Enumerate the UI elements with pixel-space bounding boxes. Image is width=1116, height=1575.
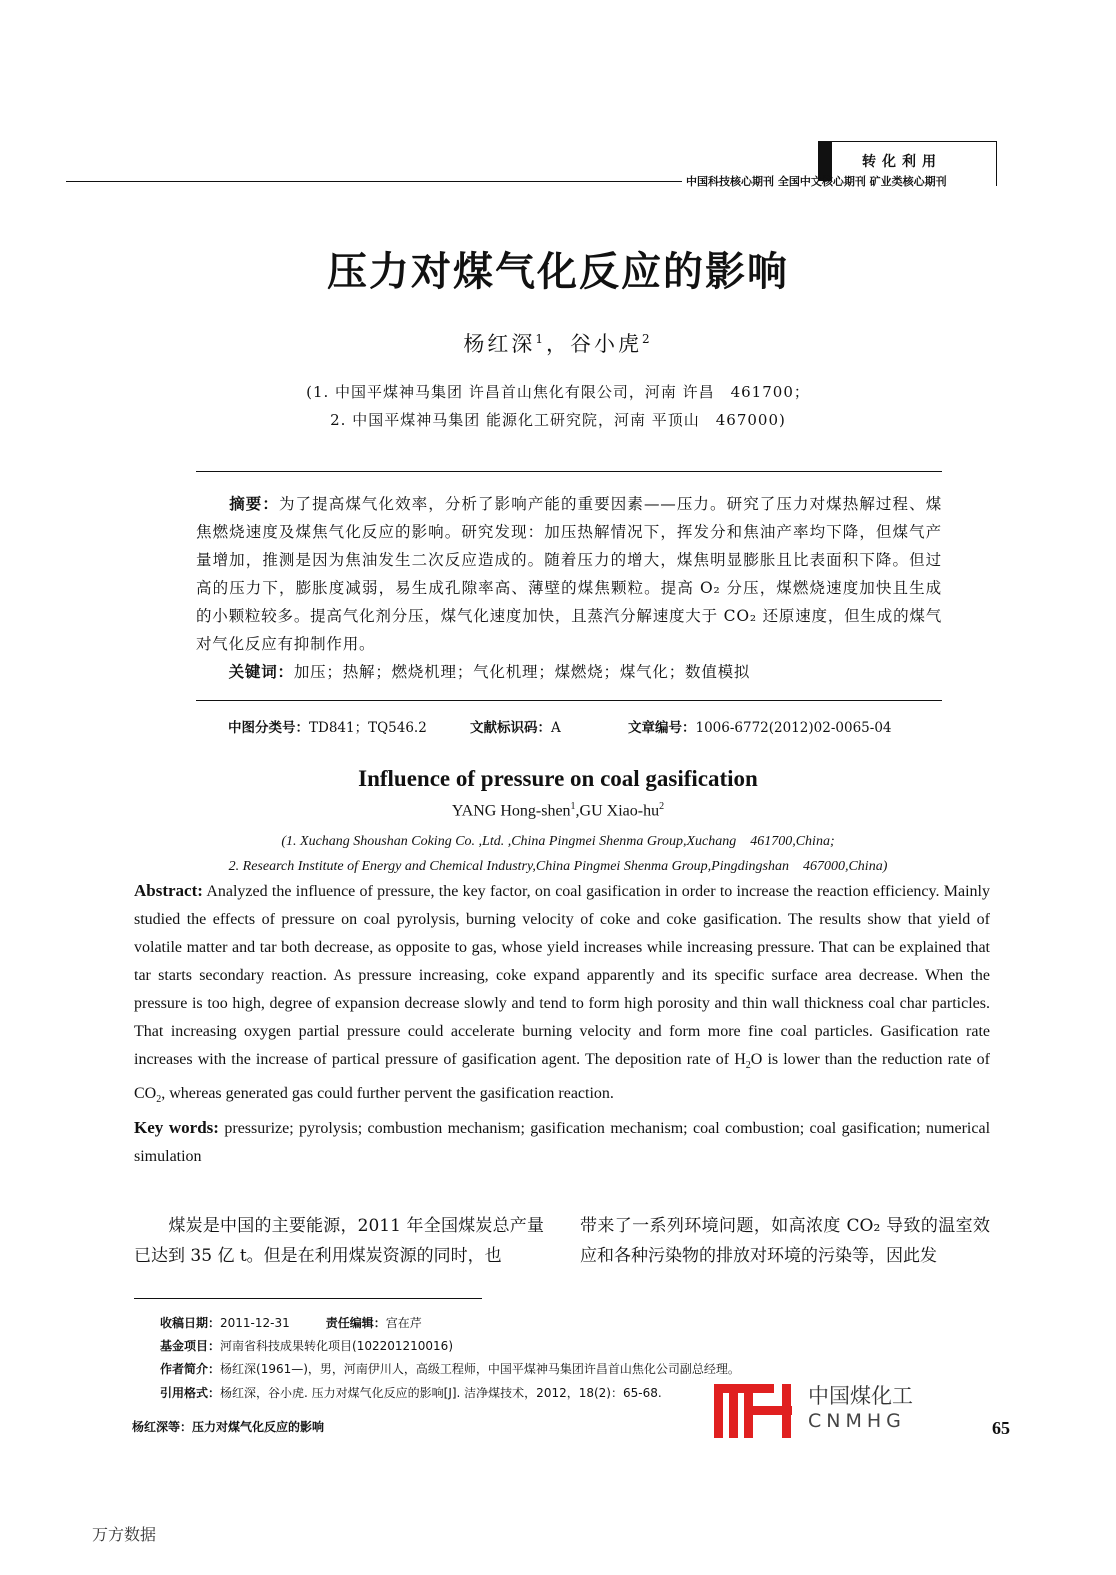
body-col1-text: 煤炭是中国的主要能源，2011 年全国煤炭总产量已达到 35 亿 t。但是在利用煤炭资源的同时，也 xyxy=(134,1216,544,1266)
author-1-en-sup: 1 xyxy=(570,801,576,812)
authors-cn xyxy=(0,328,1116,358)
fund-label: 基金项目： xyxy=(160,1339,221,1353)
running-head: 杨红深等：压力对煤气化反应的影响 xyxy=(132,1420,325,1434)
received-date: 2011-12-31 xyxy=(220,1316,290,1330)
doc-value: A xyxy=(551,720,561,736)
author-2-cn: 谷小虎 xyxy=(570,332,642,356)
article-number xyxy=(628,716,892,736)
author-1-sup: 1 xyxy=(535,332,546,346)
abstract-en xyxy=(134,877,990,1171)
editor-label: 责任编辑： xyxy=(325,1316,386,1330)
header-core-journals: 中国科技核心期刊 全国中文核心期刊 矿业类核心期刊 xyxy=(686,175,947,188)
doc-label: 文献标识码： xyxy=(470,720,551,736)
clc-number xyxy=(228,716,427,736)
keywords-cn-label: 关键词： xyxy=(228,663,294,681)
fund-text: 河南省科技成果转化项目(102201210016) xyxy=(220,1339,453,1353)
abstract-en-label: Abstract: xyxy=(134,881,203,900)
abstract-en-text-2: O is lower than the reduction rate of CO xyxy=(134,1051,990,1103)
co2-subscript: 2 xyxy=(156,1094,162,1106)
author-2-en: GU Xiao-hu xyxy=(579,802,660,820)
author-2-en-sup: 2 xyxy=(659,801,665,812)
cnmhg-logo-icon xyxy=(712,1378,798,1440)
abstract-en-text-3: , whereas generated gas could further pervent the gasification reaction. xyxy=(161,1085,614,1103)
keywords-cn: 加压；热解；燃烧机理；气化机理；煤燃烧；煤气化；数值模拟 xyxy=(293,663,751,681)
body-column-2 xyxy=(580,1211,990,1271)
author-en-sep: , xyxy=(575,802,580,820)
body-column-1 xyxy=(134,1211,544,1271)
author-2-sup: 2 xyxy=(642,332,653,346)
header-rule xyxy=(66,181,682,182)
affiliation-en-2: 2. Research Institute of Energy and Chemical Industry,China Pingmei Shenma Group,Pingdingshan 467000,China) xyxy=(228,859,888,874)
abstract-top-rule xyxy=(196,471,942,472)
h2o-subscript: 2 xyxy=(745,1060,751,1072)
paper-title-cn: 压力对煤气化反应的影响 xyxy=(327,249,789,295)
footnote-citation xyxy=(160,1384,662,1401)
article-value: 1006-6772(2012)02-0065-04 xyxy=(695,720,892,736)
watermark: 万方数据 xyxy=(92,1525,157,1544)
abstract-cn-text: 为了提高煤气化效率，分析了影响产能的重要因素——压力。研究了压力对煤热解过程、煤焦燃烧速度及煤焦气化反应的影响。研究发现：加压热解情况下，挥发分和焦油产率均下降，但煤气产量增加，推测是因为焦油发生二次反应造成的。随着压力的增大，煤焦明显膨胀且比表面积下降。但过高的压力下，膨胀度减弱，易生成孔隙率高、薄壁的煤焦颗粒。提高 O₂ 分压，煤燃烧速度加快且生成的小颗粒较多。提高气化剂分压，煤气化速度加快，且蒸汽分解速度大于 CO₂ 还原速度，但生成的煤气对气化反应有抑制作用。 xyxy=(196,495,942,653)
header-section-label: 转化利用 xyxy=(862,154,942,170)
paper-title-en: Influence of pressure on coal gasification xyxy=(358,766,758,791)
author-sep: ， xyxy=(546,332,570,356)
footnote-received xyxy=(160,1314,422,1331)
article-label: 文章编号： xyxy=(628,720,696,736)
keywords-en: pressurize; pyrolysis; combustion mechanism; gasification mechanism; coal combustion; coal gasification; numerical simulation xyxy=(134,1120,991,1166)
cite-label: 引用格式： xyxy=(160,1386,221,1400)
affiliation-cn-1: (1. 中国平煤神马集团 许昌首山焦化有限公司，河南 许昌 461700； xyxy=(306,383,810,401)
keywords-en-label: Key words: xyxy=(134,1118,219,1138)
abstract-cn-label: 摘要： xyxy=(229,495,279,513)
body-col2-text: 带来了一系列环境问题，如高浓度 CO₂ 导致的温室效应和各种污染物的排放对环境的污染等，因此发 xyxy=(580,1216,990,1266)
footnote-rule xyxy=(134,1298,482,1299)
affiliation-en-1: (1. Xuchang Shoushan Coking Co. ,Ltd. ,China Pingmei Shenma Group,Xuchang 461700,China; xyxy=(281,834,835,849)
footnote-fund xyxy=(160,1337,453,1354)
author-1-cn: 杨红深 xyxy=(463,332,536,356)
author-bio-label: 作者简介： xyxy=(160,1362,221,1376)
abstract-cn xyxy=(196,490,942,686)
doc-code xyxy=(470,716,561,736)
cite-text: 杨红深，谷小虎. 压力对煤气化反应的影响[J]. 洁净煤技术，2012，18(2)：65-68. xyxy=(220,1386,662,1400)
received-label: 收稿日期： xyxy=(160,1316,221,1330)
logo-text-cn: 中国煤化工 xyxy=(808,1384,913,1408)
abstract-en-text-1: Analyzed the influence of pressure, the key factor, on coal gasification in order to increase the reaction efficiency. Mainly studied the effects of pressure on coal pyrolysis, burning velocity of coke and coke gasification. The results show that yield of volatile matter and tar both decrease, as opposite to gas, whose yield increases while increasing pressure. That can be explained that tar starts secondary reaction. As pressure increasing, coke expand apparently and its specific surface area decrease. When the pressure is too high, degree of expansion decrease slowly and tend to form high porosity and thin wall thickness coal char particles. That increasing oxygen partial pressure could accelerate burning velocity and form more fine coal particles. Gasification rate increases with the increase of partical pressure of gasification agent. The deposition rate of H xyxy=(134,883,990,1068)
affiliation-cn-2: 2. 中国平煤神马集团 能源化工研究院，河南 平顶山 467000) xyxy=(330,411,786,429)
logo-bar xyxy=(782,1384,791,1438)
page-number: 65 xyxy=(992,1418,1010,1438)
authors-en xyxy=(0,801,1116,820)
author-bio: 杨红深(1961—)，男，河南伊川人，高级工程师，中国平煤神马集团许昌首山焦化公司副总经理。 xyxy=(220,1362,740,1376)
clc-value: TD841；TQ546.2 xyxy=(309,720,427,736)
abstract-bottom-rule xyxy=(196,700,942,701)
footnote-author xyxy=(160,1360,740,1377)
logo-text-en: CNMHG xyxy=(808,1410,906,1432)
editor-name: 宫在芹 xyxy=(385,1316,422,1330)
clc-label: 中图分类号： xyxy=(228,720,309,736)
author-1-en: YANG Hong-shen xyxy=(451,802,571,820)
